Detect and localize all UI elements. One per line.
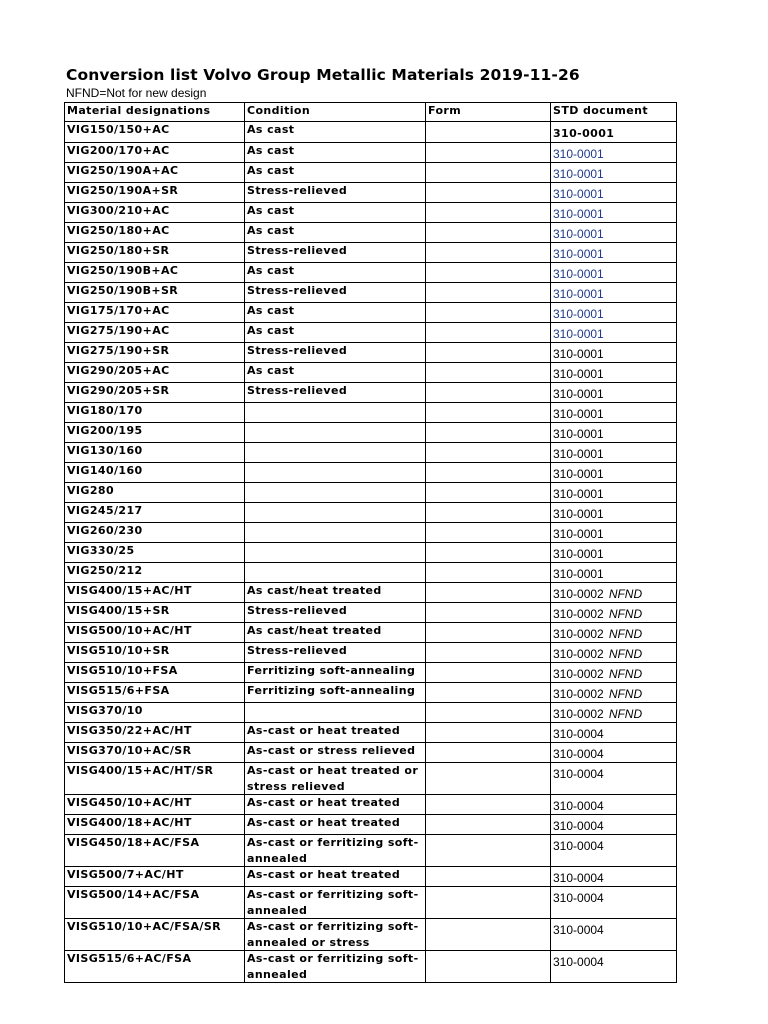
form-cell [426, 463, 551, 483]
condition-cell: As cast [245, 163, 426, 183]
form-cell [426, 643, 551, 663]
form-cell [426, 919, 551, 951]
condition-cell [245, 483, 426, 503]
condition-cell: As-cast or ferritizing soft-annealed [245, 835, 426, 867]
form-cell [426, 403, 551, 423]
table-row [65, 887, 677, 919]
condition-cell: As-cast or ferritizing soft-annealed [245, 887, 426, 919]
form-cell [426, 203, 551, 223]
table-row [65, 383, 677, 403]
header-condition: Condition [245, 103, 426, 122]
std-document-cell [551, 523, 677, 543]
table-row [65, 303, 677, 323]
form-cell [426, 383, 551, 403]
std-document-cell [551, 723, 677, 743]
material-designation: VIG140/160 [65, 463, 245, 483]
std-document-cell [551, 383, 677, 403]
std-document-number: 310-0001 [553, 327, 604, 342]
form-cell [426, 683, 551, 703]
std-document-cell [551, 835, 677, 867]
condition-cell: Stress-relieved [245, 183, 426, 203]
material-designation: VIG150/150+AC [65, 122, 245, 143]
std-document-number: 310-0004 [553, 799, 604, 814]
table-row [65, 143, 677, 163]
std-document-number: 310-0002 [553, 647, 604, 662]
table-row [65, 403, 677, 423]
condition-cell: As-cast or heat treated [245, 795, 426, 815]
form-cell [426, 867, 551, 887]
condition-cell: Ferritizing soft-annealing [245, 663, 426, 683]
std-document-number: 310-0002 [553, 587, 604, 602]
material-designation: VIG280 [65, 483, 245, 503]
material-designation: VISG500/10+AC/HT [65, 623, 245, 643]
material-designation: VIG300/210+AC [65, 203, 245, 223]
condition-cell: Stress-relieved [245, 343, 426, 363]
material-designation: VIG290/205+AC [65, 363, 245, 383]
form-cell [426, 363, 551, 383]
std-document-cell [551, 643, 677, 663]
material-designation: VISG510/10+FSA [65, 663, 245, 683]
std-document-cell [551, 795, 677, 815]
std-document-cell [551, 763, 677, 795]
std-document-cell [551, 163, 677, 183]
table-row [65, 583, 677, 603]
std-document-number: 310-0001 [553, 227, 604, 242]
table-row [65, 763, 677, 795]
table-row [65, 283, 677, 303]
table-row [65, 243, 677, 263]
material-designation: VIG245/217 [65, 503, 245, 523]
header-std-document: STD document [551, 103, 677, 122]
std-document-cell [551, 683, 677, 703]
form-cell [426, 887, 551, 919]
document-subtitle: NFND=Not for new design [66, 86, 207, 100]
condition-cell: Stress-relieved [245, 383, 426, 403]
material-designation: VISG400/15+AC/HT [65, 583, 245, 603]
table-row [65, 503, 677, 523]
form-cell [426, 323, 551, 343]
std-document-number: 310-0004 [553, 727, 604, 742]
std-document-cell [551, 543, 677, 563]
form-cell [426, 223, 551, 243]
condition-cell [245, 443, 426, 463]
std-document-cell [551, 443, 677, 463]
material-designation: VIG275/190+SR [65, 343, 245, 363]
std-document-cell [551, 887, 677, 919]
std-document-cell [551, 203, 677, 223]
condition-cell: Ferritizing soft-annealing [245, 683, 426, 703]
condition-cell: As cast [245, 303, 426, 323]
form-cell [426, 815, 551, 835]
std-document-cell [551, 815, 677, 835]
std-document-number: 310-0001 [553, 447, 604, 462]
condition-cell: As-cast or stress relieved [245, 743, 426, 763]
table-row [65, 363, 677, 383]
table-row [65, 423, 677, 443]
material-designation: VISG400/18+AC/HT [65, 815, 245, 835]
form-cell [426, 122, 551, 143]
nfnd-flag: NFND [608, 647, 643, 662]
nfnd-flag: NFND [608, 707, 643, 722]
std-document-number: 310-0002 [553, 707, 604, 722]
std-document-cell [551, 343, 677, 363]
form-cell [426, 623, 551, 643]
form-cell [426, 835, 551, 867]
condition-cell: As cast [245, 263, 426, 283]
form-cell [426, 795, 551, 815]
std-document-cell [551, 223, 677, 243]
table-row [65, 203, 677, 223]
condition-cell: Stress-relieved [245, 283, 426, 303]
material-designation: VISG515/6+AC/FSA [65, 951, 245, 983]
table-row [65, 795, 677, 815]
std-document-cell [551, 583, 677, 603]
form-cell [426, 563, 551, 583]
form-cell [426, 263, 551, 283]
std-document-number: 310-0001 [553, 387, 604, 402]
material-designation: VIG250/190B+AC [65, 263, 245, 283]
std-document-number: 310-0004 [553, 839, 604, 854]
std-document-cell [551, 503, 677, 523]
std-document-number: 310-0001 [553, 307, 604, 322]
condition-cell [245, 423, 426, 443]
std-document-number: 310-0004 [553, 891, 604, 906]
std-document-number: 310-0004 [553, 747, 604, 762]
table-header-row [65, 103, 677, 122]
std-document-cell [551, 867, 677, 887]
std-document-number: 310-0002 [553, 607, 604, 622]
material-designation: VISG515/6+FSA [65, 683, 245, 703]
std-document-cell [551, 243, 677, 263]
material-designation: VIG200/195 [65, 423, 245, 443]
condition-cell: As-cast or heat treated [245, 723, 426, 743]
material-designation: VISG450/10+AC/HT [65, 795, 245, 815]
std-document-number: 310-0004 [553, 955, 604, 970]
table-row [65, 563, 677, 583]
condition-cell [245, 503, 426, 523]
condition-cell [245, 523, 426, 543]
table-row [65, 683, 677, 703]
material-designation: VISG510/10+SR [65, 643, 245, 663]
table-row [65, 443, 677, 463]
material-designation: VISG400/15+AC/HT/SR [65, 763, 245, 795]
condition-cell [245, 543, 426, 563]
std-document-cell [551, 563, 677, 583]
condition-cell: As cast [245, 203, 426, 223]
condition-cell: As cast [245, 122, 426, 143]
std-document-number: 310-0002 [553, 687, 604, 702]
material-designation: VIG250/212 [65, 563, 245, 583]
std-document-number: 310-0004 [553, 923, 604, 938]
form-cell [426, 723, 551, 743]
std-document-cell [551, 323, 677, 343]
std-document-number: 310-0004 [553, 871, 604, 886]
std-document-cell [551, 703, 677, 723]
condition-cell: As-cast or heat treated [245, 867, 426, 887]
material-designation: VISG450/18+AC/FSA [65, 835, 245, 867]
form-cell [426, 183, 551, 203]
condition-cell: Stress-relieved [245, 243, 426, 263]
material-designation: VIG250/190B+SR [65, 283, 245, 303]
table-row [65, 163, 677, 183]
table-row [65, 603, 677, 623]
std-document-number: 310-0001 [553, 347, 604, 362]
table-row [65, 703, 677, 723]
std-document-number: 310-0001 [553, 407, 604, 422]
material-designation: VIG180/170 [65, 403, 245, 423]
material-designation: VIG330/25 [65, 543, 245, 563]
form-cell [426, 343, 551, 363]
table-row [65, 223, 677, 243]
std-document-cell [551, 263, 677, 283]
form-cell [426, 703, 551, 723]
std-document-cell [551, 743, 677, 763]
material-designation: VIG275/190+AC [65, 323, 245, 343]
std-document-number: 310-0004 [553, 767, 604, 782]
form-cell [426, 763, 551, 795]
table-row [65, 623, 677, 643]
table-row [65, 643, 677, 663]
condition-cell [245, 463, 426, 483]
condition-cell: As cast/heat treated [245, 623, 426, 643]
material-designation: VISG370/10+AC/SR [65, 743, 245, 763]
form-cell [426, 583, 551, 603]
table-row [65, 543, 677, 563]
std-document-number: 310-0001 [553, 127, 615, 141]
condition-cell: As cast/heat treated [245, 583, 426, 603]
header-material: Material designations [65, 103, 245, 122]
std-document-cell [551, 122, 677, 143]
std-document-cell [551, 423, 677, 443]
std-document-cell [551, 623, 677, 643]
std-document-cell [551, 403, 677, 423]
form-cell [426, 523, 551, 543]
std-document-number: 310-0001 [553, 427, 604, 442]
std-document-number: 310-0004 [553, 819, 604, 834]
table-row [65, 523, 677, 543]
std-document-number: 310-0001 [553, 187, 604, 202]
std-document-number: 310-0002 [553, 627, 604, 642]
condition-cell [245, 563, 426, 583]
nfnd-flag: NFND [608, 627, 643, 642]
form-cell [426, 543, 551, 563]
condition-cell: As-cast or heat treated [245, 815, 426, 835]
form-cell [426, 143, 551, 163]
form-cell [426, 951, 551, 983]
std-document-cell [551, 183, 677, 203]
condition-cell: As cast [245, 323, 426, 343]
material-designation: VIG250/190A+SR [65, 183, 245, 203]
table-row [65, 183, 677, 203]
table-row [65, 835, 677, 867]
table-row [65, 663, 677, 683]
std-document-number: 310-0002 [553, 667, 604, 682]
std-document-number: 310-0001 [553, 287, 604, 302]
form-cell [426, 303, 551, 323]
material-designation: VIG250/180+SR [65, 243, 245, 263]
form-cell [426, 743, 551, 763]
material-designation: VISG370/10 [65, 703, 245, 723]
std-document-cell [551, 463, 677, 483]
form-cell [426, 423, 551, 443]
table-row [65, 323, 677, 343]
materials-table [64, 102, 677, 983]
material-designation: VIG250/190A+AC [65, 163, 245, 183]
form-cell [426, 163, 551, 183]
std-document-number: 310-0001 [553, 547, 604, 562]
material-designation: VISG350/22+AC/HT [65, 723, 245, 743]
std-document-cell [551, 603, 677, 623]
table-body [65, 122, 677, 983]
material-designation: VIG290/205+SR [65, 383, 245, 403]
document-title: Conversion list Volvo Group Metallic Materials 2019-11-26 [66, 66, 580, 84]
nfnd-flag: NFND [608, 667, 643, 682]
std-document-number: 310-0001 [553, 207, 604, 222]
std-document-number: 310-0001 [553, 567, 604, 582]
table-row [65, 463, 677, 483]
table-row [65, 815, 677, 835]
table-row [65, 919, 677, 951]
material-designation: VISG500/14+AC/FSA [65, 887, 245, 919]
table-row [65, 723, 677, 743]
condition-cell: As-cast or ferritizing soft-annealed or stress [245, 919, 426, 951]
table-row [65, 951, 677, 983]
form-cell [426, 663, 551, 683]
condition-cell: As cast [245, 223, 426, 243]
table-row [65, 343, 677, 363]
std-document-cell [551, 483, 677, 503]
std-document-number: 310-0001 [553, 267, 604, 282]
std-document-number: 310-0001 [553, 167, 604, 182]
nfnd-flag: NFND [608, 587, 643, 602]
table-row [65, 743, 677, 763]
table-row [65, 867, 677, 887]
std-document-number: 310-0001 [553, 147, 604, 162]
nfnd-flag: NFND [608, 607, 643, 622]
form-cell [426, 483, 551, 503]
std-document-cell [551, 283, 677, 303]
condition-cell: As cast [245, 363, 426, 383]
table-row [65, 263, 677, 283]
table-row [65, 122, 677, 143]
material-designation: VIG175/170+AC [65, 303, 245, 323]
material-designation: VISG510/10+AC/FSA/SR [65, 919, 245, 951]
std-document-number: 310-0001 [553, 247, 604, 262]
std-document-cell [551, 363, 677, 383]
std-document-cell [551, 919, 677, 951]
condition-cell: As cast [245, 143, 426, 163]
material-designation: VIG130/160 [65, 443, 245, 463]
material-designation: VIG250/180+AC [65, 223, 245, 243]
std-document-number: 310-0001 [553, 507, 604, 522]
condition-cell [245, 403, 426, 423]
condition-cell [245, 703, 426, 723]
std-document-number: 310-0001 [553, 467, 604, 482]
std-document-number: 310-0001 [553, 487, 604, 502]
std-document-cell [551, 303, 677, 323]
std-document-cell [551, 143, 677, 163]
condition-cell: Stress-relieved [245, 643, 426, 663]
std-document-cell [551, 951, 677, 983]
std-document-cell [551, 663, 677, 683]
condition-cell: As-cast or ferritizing soft-annealed [245, 951, 426, 983]
table-row [65, 483, 677, 503]
form-cell [426, 503, 551, 523]
condition-cell: As-cast or heat treated or stress relieved [245, 763, 426, 795]
material-designation: VIG260/230 [65, 523, 245, 543]
nfnd-flag: NFND [608, 687, 643, 702]
condition-cell: Stress-relieved [245, 603, 426, 623]
header-form: Form [426, 103, 551, 122]
form-cell [426, 603, 551, 623]
std-document-number: 310-0001 [553, 367, 604, 382]
form-cell [426, 443, 551, 463]
material-designation: VISG400/15+SR [65, 603, 245, 623]
material-designation: VIG200/170+AC [65, 143, 245, 163]
form-cell [426, 243, 551, 263]
material-designation: VISG500/7+AC/HT [65, 867, 245, 887]
std-document-number: 310-0001 [553, 527, 604, 542]
form-cell [426, 283, 551, 303]
